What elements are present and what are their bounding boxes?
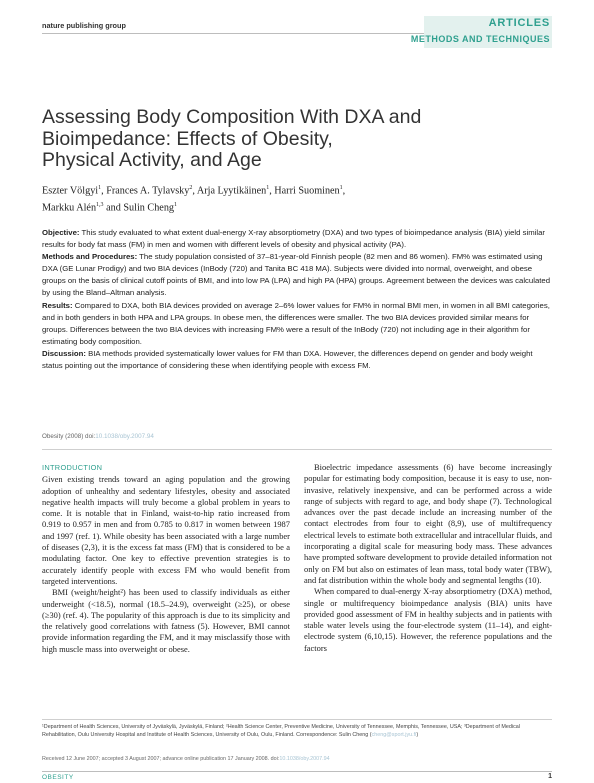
abstract-discussion: Discussion: BIA methods provided systematically lower values for FM than DXA. However, the differences depend on gender and body weight status pointing out the importance of considering these when identifying people with excess FM. xyxy=(42,348,533,371)
abstract-objective: Objective: This study evaluated to what extent dual-energy X-ray absorptiometry (DXA) and two types of bioimpedance analysis (BIA) yield similar results for body fat mass (FM) in men and women with different levels of obesity and physical activity (PA). xyxy=(42,228,545,250)
author-name: Eszter Völgyi xyxy=(42,185,99,197)
author-affiliation: 1 xyxy=(266,185,270,191)
page-number: 1 xyxy=(548,773,552,780)
section-divider xyxy=(42,449,552,450)
doi-link[interactable]: 10.1038/oby.2007.94 xyxy=(279,756,330,762)
body-column-right xyxy=(304,462,552,654)
body-paragraph: BMI (weight/height²) has been used to classify individuals as either underweight (<18.5), normal (18.5–24.9), overweight (≥25), or obese (≥30) (ref. 4). The popularity of this approach is due to its simplicity and the relatively good correlations with fatness (5). However, BMI cannot provide information regarding the FM, and it may misclassify those with high muscle mass into overweight or obese. xyxy=(42,587,290,654)
title-line-1: Assessing Body Composition With DXA and xyxy=(42,106,422,128)
citation-journal: Obesity (2008) xyxy=(42,433,84,440)
body-paragraph: Given existing trends toward an aging population and the growing adoption of unhealthy and sedentary lifestyles, obesity and associated negative health impacts will truly become a global problem in years to come. It is notable that in Finland, waist-to-hip ratio increased from 0.919 to 0.957 in men and from 0.785 to 0.817 in women between 1987 and 1997 (ref. 1). While obesity has been associated with a large number of diseases (2,3), it is the excess fat mass (FM) that is considered to be a modulating factor. One key to effective prevention strategies is to accurately identify people with excess FM who would benefit from targeted interventions. xyxy=(42,474,290,586)
journal-name: OBESITY xyxy=(42,774,74,781)
body-paragraph: Bioelectric impedance assessments (6) have become increasingly popular for estimating body composition, because it is easy to use, non-invasive, relatively inexpensive, and can be performed across a wide range of subjects with regard to age, and body shape (7). Technological advances over the past decade include an increasing number of the contact electrodes from four to eight (8,9), use of multifrequency electrical levels to estimate both extracellular and intracellular fluids, and incorporating a digital scale for measuring body mass. These advances have prompted software development to provide detailed information not only on FM but also on estimates of lean mass, total body water (TBW), and fat distribution within the whole body and segmental lengths (10). xyxy=(304,462,552,585)
section-heading: INTRODUCTION xyxy=(42,463,103,472)
author-affiliation: 1 xyxy=(174,202,178,209)
author-conjunction: and xyxy=(103,202,124,214)
footer-rule xyxy=(42,771,552,772)
author-affiliation: 1 xyxy=(339,185,343,191)
author-name: Arja Lyytikäinen xyxy=(196,185,267,197)
email-link[interactable]: cheng@sport.jyu.fi xyxy=(371,732,417,738)
author-affiliation: 2 xyxy=(189,185,193,191)
author-name: Sulin Cheng xyxy=(123,202,175,214)
body-paragraph: When compared to dual-energy X-ray absorptiometry (DXA) method, single or multifrequency bioimpedance analysis (BIA) units have provided good assessment of FM in healthy subjects and in patients with stable water levels using the four-electrode system (11–14), and eight-electrode system (6,10,15). However, the reference populations and the factors xyxy=(304,586,552,653)
doi-link[interactable]: 10.1038/oby.2007.94 xyxy=(95,433,154,440)
body-column-left xyxy=(42,462,290,655)
citation-line: Obesity (2008) doi:10.1038/oby.2007.94 xyxy=(42,433,154,440)
author-affiliation: 1 xyxy=(98,185,102,191)
author-affiliation: 1,3 xyxy=(96,202,104,209)
abstract-methods: Methods and Procedures: The study population consisted of 37–81-year-old Finnish people (82 men and 86 women). FM% was estimated using DXA (GE Lunar Prodigy) and two BIA devices (InBody (720) and Tanita BC 418 MA). Subjects were divided into normal, overweight, and obese groups on the basis of clinical cutoff points of BMI, and into low PA (LPA) and high PA (HPA) groups. Agreement between the devices was calculated by using the Bland–Altman analysis. xyxy=(42,252,551,298)
author-name: Harri Suominen xyxy=(274,185,340,197)
abstract-label: Objective: xyxy=(42,228,80,237)
publisher-name: nature publishing group xyxy=(42,21,126,30)
author-list: Eszter Völgyi$^1$, Frances A. Tylavsky$^2$, Arja Lyytikäinen$^1$, Harri Suominen$^1$, Markku Alén$^{1,3}$ and Sulin Cheng$^1$ xyxy=(42,185,346,214)
subsection-label: METHODS AND TECHNIQUES xyxy=(410,34,550,44)
author-name: Markku Alén xyxy=(42,202,97,214)
abstract-results: Results: Compared to DXA, both BIA devices provided on average 2–6% lower values for FM% in normal BMI men, in women in all BMI categories, and in both genders in both HPA and LPA groups. In obese men, the differences were smaller. The two BIA devices provided similar means for groups. Differences between the two BIA devices with increasing FM% were a result of the InBody (720) not including age in their algorithm for estimating body composition. xyxy=(42,300,550,346)
article-title xyxy=(42,107,552,172)
abstract-label: Discussion: xyxy=(42,348,86,358)
footnote-divider xyxy=(42,719,552,720)
affiliations-footnote: ¹Department of Health Sciences, University of Jyväskylä, Jyväskylä, Finland; ²Health Science Center, Preventive Medicine, University of Tennessee, Memphis, Tennessee, USA; ³Department of Medical Rehabilitation, Oulu University Hospital and Institute of Health Sciences, University of Oulu, Oulu, Finland. Correspondence: Sulin Cheng (cheng@sport.jyu.fi) xyxy=(42,724,520,738)
section-label: ARTICLES xyxy=(488,17,550,29)
abstract-label: Results: xyxy=(42,300,73,310)
abstract-label: Methods and Procedures: xyxy=(42,252,138,262)
author-name: Frances A. Tylavsky xyxy=(106,185,190,197)
received-line: Received 12 June 2007; accepted 3 August 2007; advance online publication 17 January 2008. doi:10.1038/oby.2007.94 xyxy=(42,756,330,762)
abstract xyxy=(42,227,555,372)
title-line-3: Physical Activity, and Age xyxy=(42,149,262,171)
title-line-2: Bioimpedance: Effects of Obesity, xyxy=(42,127,333,150)
